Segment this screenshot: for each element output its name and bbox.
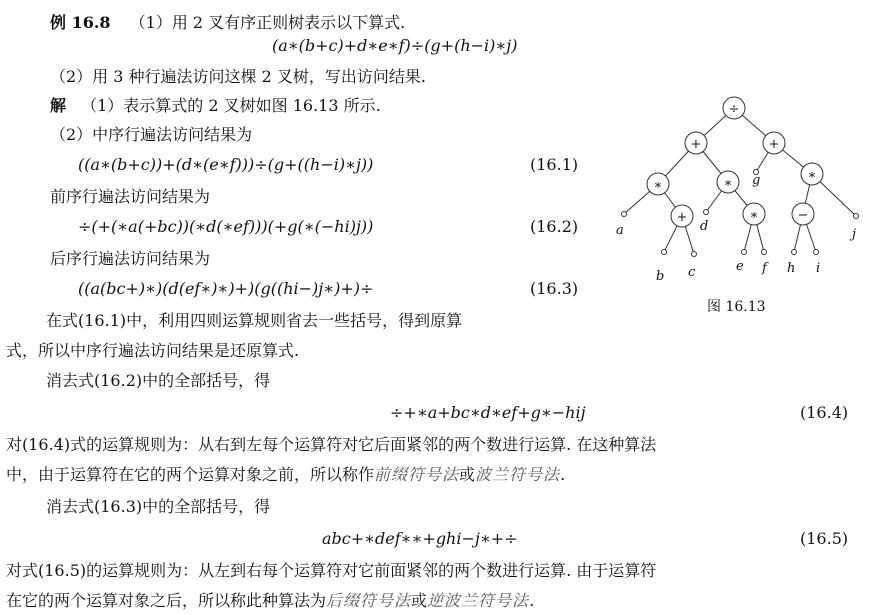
leaf-i: i: [816, 261, 821, 276]
op-divide: ÷: [728, 102, 740, 117]
para3-line2-text: 中，由于运算符在它的两个运算对象之前，所以称作: [6, 465, 375, 484]
eq5-number: (16.5): [800, 529, 849, 548]
eq3-number: (16.3): [530, 279, 579, 298]
term-polish-notation: 波兰符号法: [475, 465, 561, 484]
solution-line: [50, 95, 381, 117]
formula-main: (a∗(b+c)+d∗e∗f)÷(g+(h−i)∗j): [272, 36, 518, 55]
leaf-a: a: [616, 223, 624, 238]
op-times-1: ∗: [653, 178, 663, 193]
solution-text: （1）表示算式的 2 叉树如图 16.13 所示.: [81, 96, 381, 115]
para1-line2: 式，所以中序行遍法访问结果是还原算式.: [6, 341, 300, 360]
conj-or-2: 或: [411, 591, 428, 610]
para3-line1: 对(16.4)式的运算规则为：从右到左每个运算符对它后面紧邻的两个数进行运算. 在这种算法: [6, 435, 657, 454]
leaf-c: c: [688, 265, 696, 280]
term-prefix-notation: 前缀符号法: [374, 465, 460, 484]
solution-label: 解: [50, 96, 67, 115]
para4-intro: 消去式(16.3)中的全部括号，得: [46, 497, 271, 516]
part2-text: （2）用 3 种行遍法访问这棵 2 叉树，写出访问结果.: [50, 67, 426, 86]
eq2-number: (16.2): [530, 217, 579, 236]
para1-line1: 在式(16.1)中，利用四则运算规则省去一些括号，得到原算: [46, 311, 463, 330]
leaf-d: d: [700, 219, 709, 234]
eq4-expr: ÷+∗a+bc∗d∗ef+g∗−hij: [390, 403, 586, 422]
term-reverse-polish-notation: 逆波兰符号法: [427, 591, 530, 610]
leaf-j: j: [852, 227, 857, 242]
eq3-expr: ((a(bc+)∗)(d(ef∗)∗)+)(g((hi−)j∗)+)÷: [78, 279, 374, 298]
eq5-expr: abc+∗def∗∗+ghi−j∗+÷: [322, 529, 518, 548]
op-plus-2: +: [768, 137, 780, 152]
para5-line2-text: 在它的两个运算对象之后，所以称此种算法为: [6, 591, 327, 610]
example-label: 例 16.8: [50, 13, 111, 32]
leaf-g: g: [752, 173, 761, 188]
op-times-4: ∗: [749, 208, 759, 223]
leaf-f: f: [762, 261, 767, 276]
term-postfix-notation: 后缀符号法: [326, 591, 412, 610]
para5-line2: [6, 590, 534, 612]
period-1: .: [560, 465, 566, 484]
op-minus: −: [797, 208, 809, 223]
figure-caption: 图 16.13: [707, 299, 766, 315]
eq1-expr: ((a∗(b+c))+(d∗(e∗f)))÷(g+((h−i)∗j)): [78, 155, 374, 174]
op-times-2: ∗: [723, 176, 733, 191]
leaf-b: b: [656, 269, 665, 284]
op-times-3: ∗: [807, 168, 817, 183]
period-2: .: [529, 591, 535, 610]
conj-or-1: 或: [459, 465, 476, 484]
para3-line2: [6, 464, 565, 486]
inorder-intro: （2）中序行遍法访问结果为: [50, 125, 253, 144]
op-plus-1: +: [690, 137, 702, 152]
para5-line1: 对式(16.5)的运算规则为：从左到右每个运算符对它前面紧邻的两个数进行运算. 由于运算符: [6, 561, 657, 580]
example-heading: [50, 12, 405, 34]
eq1-number: (16.1): [530, 155, 579, 174]
op-plus-3: +: [676, 210, 688, 225]
postorder-intro: 后序行遍法访问结果为: [50, 249, 211, 268]
para2-intro: 消去式(16.2)中的全部括号，得: [46, 371, 271, 390]
leaf-h: h: [787, 261, 796, 276]
leaf-e: e: [736, 259, 744, 274]
preorder-intro: 前序行遍法访问结果为: [50, 187, 211, 206]
eq4-number: (16.4): [800, 403, 849, 422]
expression-tree-figure: [600, 88, 872, 328]
eq2-expr: ÷(+(∗a(+bc))(∗d(∗ef)))(+g(∗(−hi)j)): [78, 217, 374, 236]
part1-text: （1）用 2 叉有序正则树表示以下算式.: [129, 13, 406, 32]
